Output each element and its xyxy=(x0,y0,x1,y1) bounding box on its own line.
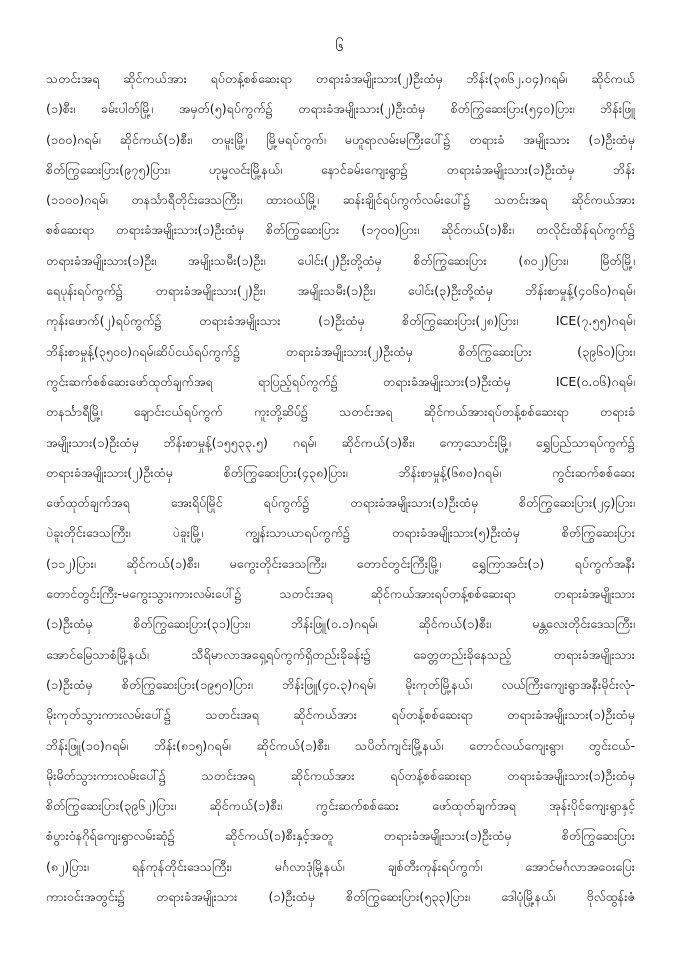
text-line: (၁၁၀၀)ဂရမ်၊ တနင်္သာရီတိုင်းဒေသကြီး၊ ထားဝယ်မြို့၊ ဆန်းချိုင်ရပ်ကွက်လမ်းပေါ်၌ သတင်းအရ ဆိုင်ကယ်အား xyxy=(46,192,635,208)
text-line: မိုးကုတ်သွားကားလမ်းပေါ်၌ သတင်းအရ ဆိုင်ကယ်အား ရပ်တန့်စစ်ဆေးရာ တရားခံအမျိုးသား(၁)ဦးထံမှ xyxy=(46,707,635,723)
text-line: ကားဝင်းအတွင်း၌ တရားခံအမျိုးသား (၁)ဦးထံမှ စိတ်ကြွဆေးပြား(၅၃၃)ပြား၊ ဒေါပုံမြို့နယ်၊ ဗိုလ်ထွန်းဇံ xyxy=(46,889,635,905)
text-line: (၁၀၀)ဂရမ်၊ ဆိုင်ကယ်(၁)စီး၊ တမူးမြို့၊ မြို့မရပ်ကွက်၊ မဟူရာလမ်းမကြီးပေါ်၌ တရားခံ အမျိုးသား (၁)ဦးထံမှ xyxy=(46,131,635,147)
text-line: အောင်မြေသာစံမြို့နယ်၊ သီရိမာလာအရှေ့ရပ်ကွက်ရှိတည်းခိုခန်း၌ ခေတ္တတည်းခိုနေသည့် တရားခံအမျိုးသား xyxy=(46,646,635,662)
text-line: မိုးမိတ်သွားကားလမ်းပေါ်၌ သတင်းအရ ဆိုင်ကယ်အား ရပ်တန့်စစ်ဆေးရာ တရားခံအမျိုးသား(၁)ဦးထံမှ xyxy=(46,767,635,783)
text-line: ကွင်းဆက်စစ်ဆေးဖော်ထုတ်ချက်အရ ရာပြည့်ရပ်ကွက်၌ တရားခံအမျိုးသား(၁)ဦးထံမှ ICE(၀.၀၆)ဂရမ်၊ xyxy=(46,373,635,389)
text-line: (၁)ဦးထံမှ စိတ်ကြွဆေးပြား(၁၉၅၀)ပြား၊ ဘိန်းဖြူ(၄၀.၃)ဂရမ်၊ မိုးကုတ်မြို့နယ်၊ လယ်ကြီးကျေးရွာအနီးမိုင်းလုံ- xyxy=(46,676,635,692)
text-line: ရေပုန်းရပ်ကွက်၌ တရားခံအမျိုးသား(၂)ဦး၊ အမျိုးသမီး(၁)ဦး၊ ပေါင်း(၃)ဦးတို့ထံမှ ဘိန်းစာမှုန့်(၄၀၆၀)ဂရမ်၊ xyxy=(46,283,635,299)
body-text xyxy=(46,64,635,912)
text-line: ဘိန်းစာမှုန့်(၃၅၀၀)ဂရမ်၊ဆိပ်ငယ်ရပ်ကွက်၌ တရားခံအမျိုးသား(၂)ဦးထံမှ စိတ်ကြွဆေးပြား (၃၉၆၀)ပြား၊ xyxy=(46,343,635,359)
text-line: ကုန်းဖောက်(၂)ရပ်ကွက်၌ တရားခံအမျိုးသား (၁)ဦးထံမှ စိတ်ကြွဆေးပြား(၂၈)ပြား၊ ICE(၇.၅၅)ဂရမ်၊ xyxy=(46,313,635,329)
text-line: (၁)စီး၊ ခမ်းပါတ်မြို့၊ အမှတ်(၅)ရပ်ကွက်၌ တရားခံအမျိုးသား(၂)ဦးထံမှ စိတ်ကြွဆေးပြား(၅၄၀)ပြား၊ ဘိန်းဖြူ xyxy=(46,101,635,117)
text-line: တောင်တွင်းကြီး-မကွေးသွားကားလမ်းပေါ်၌ သတင်းအရ ဆိုင်ကယ်အားရပ်တန့်စစ်ဆေးရာ တရားခံအမျိုးသား xyxy=(46,586,635,602)
text-line: (၈၂)ပြား၊ ရန်ကုန်တိုင်းဒေသကြီး၊ မင်္ဂလာဒုံမြို့နယ်၊ ချစ်တီးကုန်းရပ်ကွက်၊ အောင်မင်္ဂလာအဝေးပြေး xyxy=(46,858,635,874)
page-number: ၆ xyxy=(335,37,344,55)
text-line: သတင်းအရ ဆိုင်ကယ်အား ရပ်တန့်စစ်ဆေးရာ တရားခံအမျိုးသား(၂)ဦးထံမှ ဘိန်း(၃၈၆၂.၀၄)ဂရမ်၊ ဆိုင်ကယ် xyxy=(46,71,635,86)
text-line: ပဲခူးတိုင်းဒေသကြီး၊ ပဲခူးမြို့၊ ကျွန်းသာယာရပ်ကွက်၌ တရားခံအမျိုးသား(၅)ဦးထံမှ စိတ်ကြွဆေးပြား xyxy=(46,525,635,541)
text-line: စိတ်ကြွဆေးပြား(၉၇၅)ပြား၊ ဟုမ္မလင်းမြို့နယ်၊ နောင်ခမ်းကျေးရွာ၌ တရားခံအမျိုးသား(၁)ဦးထံမှ ဘိန်း xyxy=(46,161,635,177)
text-line: တရားခံအမျိုးသား(၁)ဦး၊ အမျိုးသမီး(၁)ဦး၊ ပေါင်း(၂)ဦးတို့ထံမှ စိတ်ကြွဆေးပြား (၈၀၂)ပြား၊ မြိတ်မြို့၊ xyxy=(46,252,635,268)
text-line: တရားခံအမျိုးသား(၂)ဦးထံမှ စိတ်ကြွဆေးပြား(၄၃၈)ပြား၊ ဘိန်းစာမှုန့်(၆၈၀)ဂရမ်၊ ကွင်းဆက်စစ်ဆေး xyxy=(46,464,635,480)
text-line: အမျိုးသား(၁)ဦးထံမှ ဘိန်းစာမှုန့်(၁၅၅၃၃.၅) ဂရမ်၊ ဆိုင်ကယ်(၁)စီး၊ ကော့သောင်းမြို့၊ ရွှေပြည်သာရပ်ကွက်၌ xyxy=(46,434,635,450)
text-line: စံပွားဝံနဂိုရ်ကျေးရွာလမ်းဆုံ၌ ဆိုင်ကယ်(၁)စီးနှင့်အတူ တရားခံအမျိုးသား(၁)ဦးထံမှ စိတ်ကြွဆေးပြား xyxy=(46,828,635,844)
text-line: စိတ်ကြွဆေးပြား(၃၉၆၂)ပြား၊ ဆိုင်ကယ်(၁)စီး၊ ကွင်းဆက်စစ်ဆေး ဖော်ထုတ်ချက်အရ အုန်းပိုင်ကျေးရွာနှင့် xyxy=(46,798,635,814)
text-line: ဘိန်းဖြူ(၁၀)ဂရမ်၊ ဘိန်း(၈၁၅)ဂရမ်၊ ဆိုင်ကယ်(၁)စီး၊ သပိတ်ကျင်းမြို့နယ်၊ တောင်လယ်ကျေးရွာ၊ တွင်းငယ်- xyxy=(46,737,635,753)
text-line: တနင်္သာရီမြို့၊ ချောင်းငယ်ရပ်ကွက် ကူးတို့ဆိပ်၌ သတင်းအရ ဆိုင်ကယ်အားရပ်တန့်စစ်ဆေးရာ တရားခံ xyxy=(46,404,635,420)
text-line: (၁၁၂)ပြား၊ ဆိုင်ကယ်(၁)စီး၊ မကွေးတိုင်းဒေသကြီး၊ တောင်တွင်းကြီးမြို့၊ ရွှေကြာအင်း(၁) ရပ်ကွက်အနီး xyxy=(46,555,635,571)
text-line: စစ်ဆေးရာ တရားခံအမျိုးသား(၁)ဦးထံမှ စိတ်ကြွဆေးပြား (၁၇၀၀)ပြား၊ ဆိုင်ကယ်(၁)စီး၊ တလိုင်းထိန်ရပ်ကွက်၌ xyxy=(46,222,635,238)
text-line: (၁)ဦးထံမှ စိတ်ကြွဆေးပြား(၃၁)ပြား၊ ဘိန်းဖြူ(၀.၁)ဂရမ်၊ ဆိုင်ကယ်(၁)စီး၊ မန္တလေးတိုင်းဒေသကြီး၊ xyxy=(46,616,635,632)
text-line: ဖော်ထုတ်ချက်အရ အေးရိပ်မြိုင် ရပ်ကွက်၌ တရားခံအမျိုးသား(၁)ဦးထံမှ စိတ်ကြွဆေးပြား(၂၄)ပြား၊ xyxy=(46,495,635,511)
